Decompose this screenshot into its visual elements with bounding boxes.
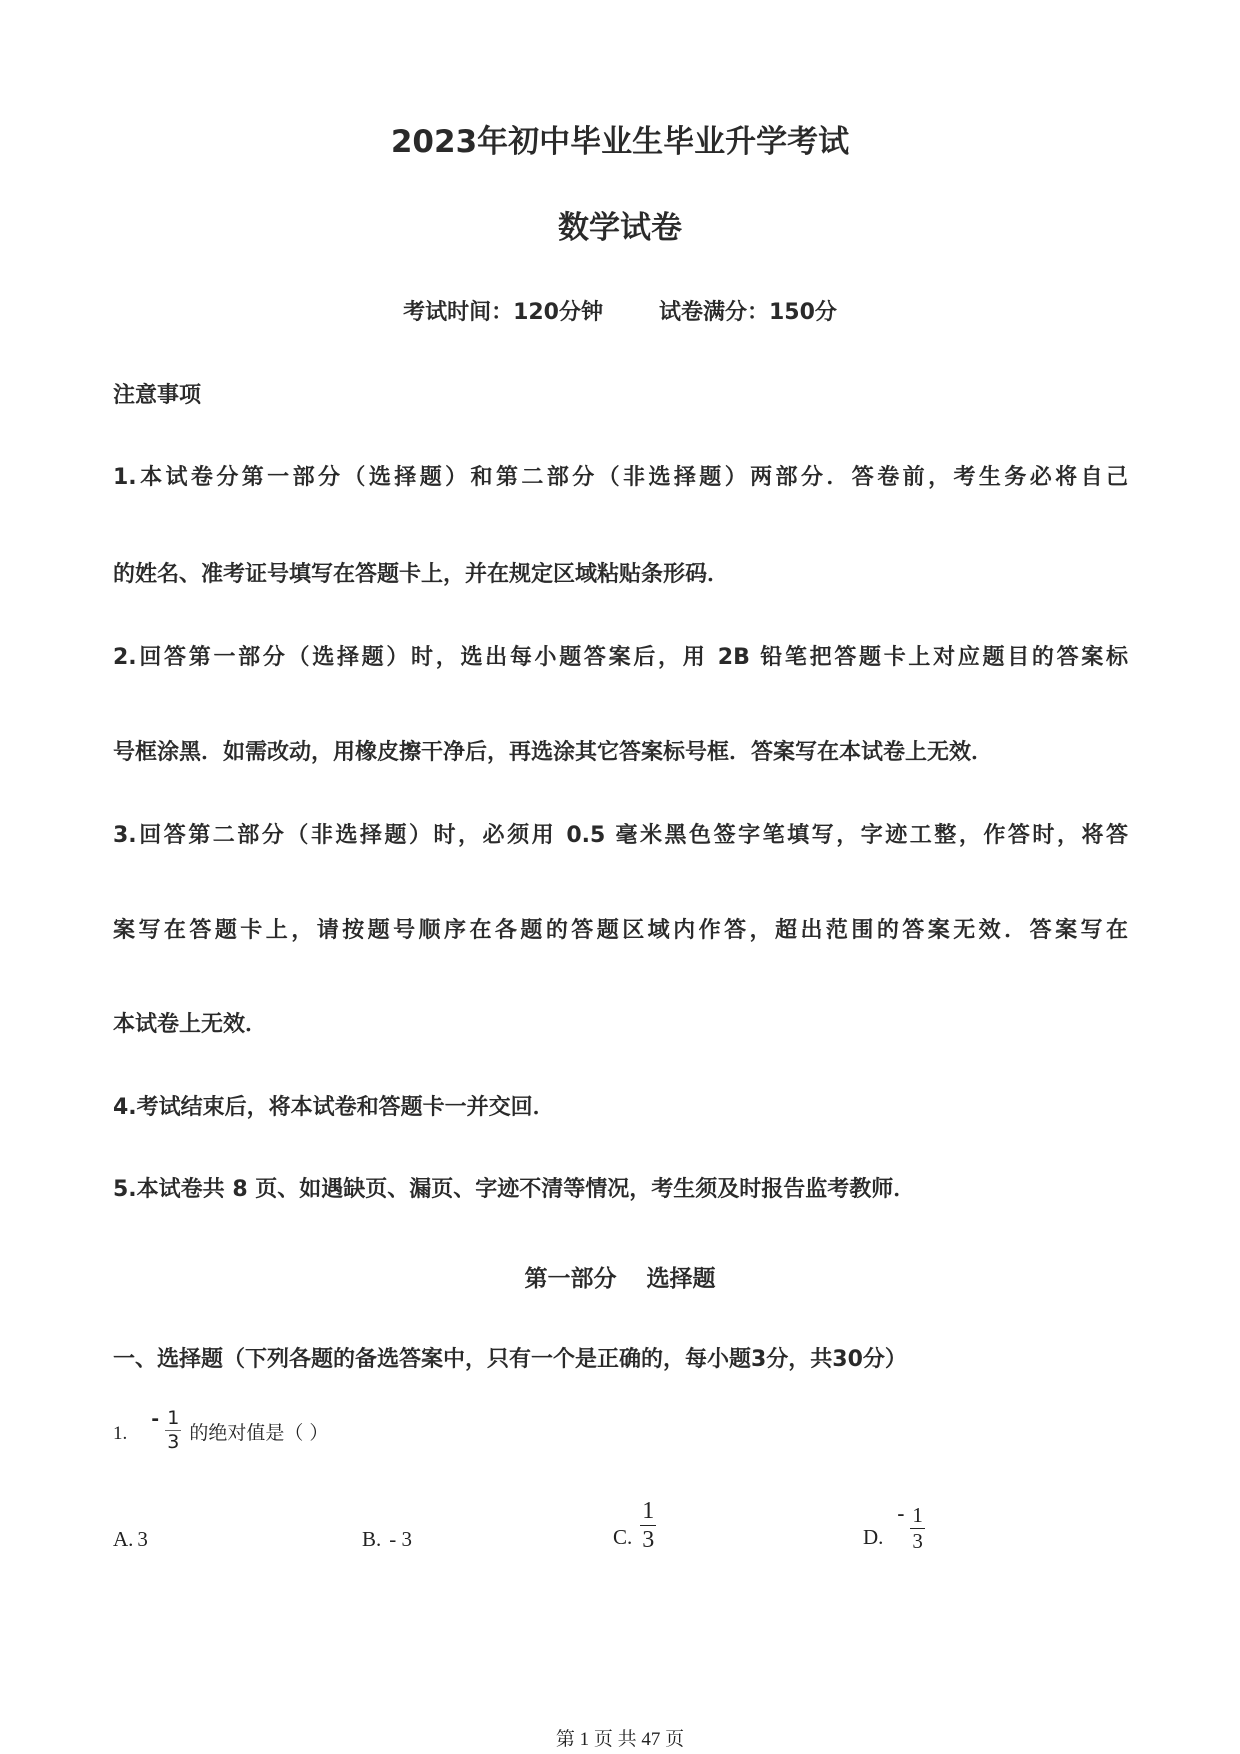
option-fraction — [640, 1499, 656, 1552]
exam-time: 考试时间：120分钟 — [403, 300, 603, 325]
question-expression — [151, 1406, 181, 1453]
question-1 — [113, 1408, 328, 1452]
section-part: 第一部分 — [524, 1266, 617, 1292]
minus-sign: - — [897, 1501, 905, 1525]
denominator: 3 — [167, 1430, 180, 1453]
section-name: 选择题 — [646, 1266, 716, 1292]
option-fraction — [910, 1505, 925, 1552]
option-value: 3 — [137, 1527, 148, 1551]
fraction — [165, 1406, 181, 1453]
notes-heading: 注意事项 — [113, 383, 202, 408]
page-footer: 第 1 页 共 47 页 — [555, 1729, 685, 1750]
option-c[interactable] — [613, 1472, 656, 1552]
option-d[interactable] — [863, 1472, 925, 1552]
option-label: A. — [113, 1527, 134, 1551]
note-1-line-2: 的姓名、准考证号填写在答题卡上，并在规定区域粘贴条形码． — [113, 562, 730, 587]
denominator: 3 — [912, 1529, 923, 1553]
question-heading: 一、选择题（下列各题的备选答案中，只有一个是正确的，每小题3分，共30分） — [113, 1347, 907, 1372]
option-label: B. — [362, 1527, 382, 1551]
question-stem: 的绝对值是（ ） — [189, 1422, 329, 1444]
note-3-line-2: 案写在答题卡上，请按题号顺序在各题的答题区域内作答，超出范围的答案无效．答案写在 — [113, 918, 1128, 943]
option-b[interactable] — [362, 1472, 412, 1552]
note-2-line-1: 2.回答第一部分（选择题）时，选出每小题答案后，用 2B 铅笔把答题卡上对应题目的答案标 — [113, 645, 1128, 670]
note-1-line-1: 1.本试卷分第一部分（选择题）和第二部分（非选择题）两部分．答卷前，考生务必将自己 — [113, 465, 1128, 490]
option-a[interactable] — [113, 1472, 148, 1552]
note-5-line-1: 5.本试卷共 8 页、如遇缺页、漏页、字迹不清等情况，考生须及时报告监考教师． — [113, 1177, 916, 1202]
numerator: 1 — [642, 1498, 655, 1524]
section-title — [0, 1260, 1240, 1293]
option-label: C. — [613, 1525, 633, 1549]
note-4-line-1: 4.考试结束后，将本试卷和答题卡一并交回． — [113, 1095, 555, 1120]
note-2-line-2: 号框涂黑．如需改动，用橡皮擦干净后，再选涂其它答案标号框．答案写在本试卷上无效． — [113, 740, 994, 765]
exam-subtitle: 数学试卷 — [558, 210, 682, 246]
denominator: 3 — [642, 1527, 655, 1553]
numerator: 1 — [912, 1503, 923, 1527]
minus-sign: - — [151, 1408, 160, 1430]
exam-meta — [0, 295, 1240, 326]
full-score: 试卷满分：150分 — [659, 300, 837, 325]
question-number: 1. — [113, 1423, 128, 1444]
note-3-line-1: 3.回答第二部分（非选择题）时，必须用 0.5 毫米黑色签字笔填写，字迹工整，作答时，将答 — [113, 823, 1128, 848]
note-3-line-3: 本试卷上无效． — [113, 1012, 268, 1037]
option-label: D. — [863, 1525, 884, 1549]
numerator: 1 — [167, 1406, 180, 1429]
option-value: - 3 — [389, 1527, 413, 1551]
exam-title: 2023年初中毕业生毕业升学考试 — [390, 124, 850, 160]
